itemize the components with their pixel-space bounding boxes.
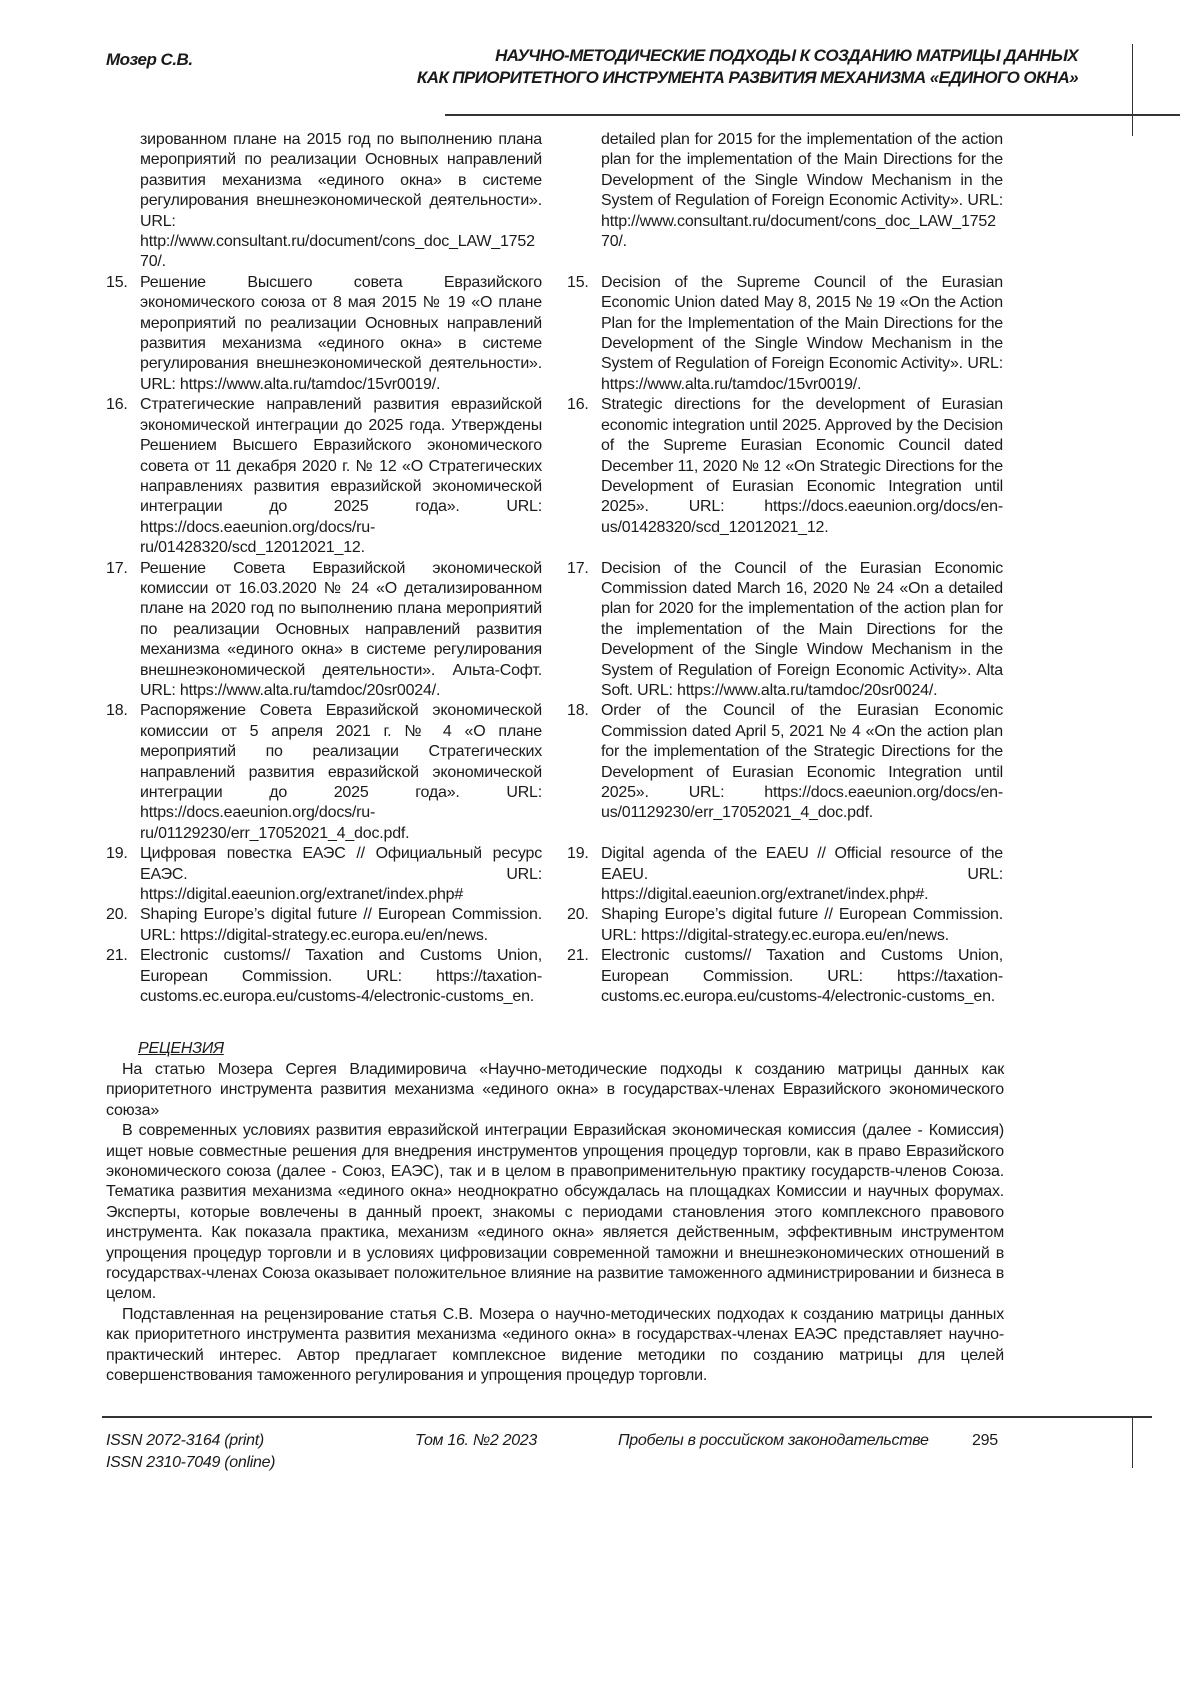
title-line-2: КАК ПРИОРИТЕТНОГО ИНСТРУМЕНТА РАЗВИТИЯ МЕХАНИЗМА «ЕДИНОГО ОКНА» bbox=[417, 67, 1078, 89]
running-head bbox=[0, 0, 1200, 130]
reference-text: Цифровая повестка ЕАЭС // Официальный ресурс ЕАЭС. URL: https://digital.eaeunion.org/extranet/index.php# bbox=[140, 844, 542, 905]
header-vertical-rule bbox=[1132, 44, 1133, 136]
reference-number: 20. bbox=[106, 905, 128, 925]
reference-item-ru bbox=[140, 559, 542, 702]
issn-online: ISSN 2310-7049 (online) bbox=[106, 1452, 275, 1474]
reference-text: Strategic directions for the development of Eurasian economic integration until 2025. Approved by the Decision of the Supreme Eurasian Economic Council dated December 11, 2020 № 12 «On Strategic Directions for the Development of Eurasian Economic Integration until 2025». URL: https://docs.eaeunion.org/docs/en-us/01428320/scd_12012021_12. bbox=[601, 395, 1003, 538]
reference-text: Shaping Europe’s digital future // European Commission. URL: https://digital-strategy.ec.europa.eu/en/news. bbox=[601, 905, 1003, 946]
reference-number: 20. bbox=[567, 905, 589, 925]
reference-text: Electronic customs// Taxation and Customs Union, European Commission. URL: https://taxation-customs.ec.europa.eu/customs-4/electronic-customs_en. bbox=[601, 946, 1003, 1007]
reference-number: 16. bbox=[567, 395, 589, 415]
reference-item-en bbox=[601, 905, 1003, 946]
running-head-title bbox=[417, 45, 1078, 89]
reference-item-en bbox=[601, 130, 1003, 273]
reference-text: Order of the Council of the Eurasian Economic Commission dated April 5, 2021 № 4 «On the action plan for the implementation of the Strategic Directions for the Development of Eurasian Economic Integration until 2025». URL: https://docs.eaeunion.org/docs/en-us/01129230/err_17052021_4_doc.pdf. bbox=[601, 701, 1003, 823]
footer-rule bbox=[102, 1416, 1152, 1418]
reference-text: Shaping Europe’s digital future // European Commission. URL: https://digital-strategy.ec.europa.eu/en/news. bbox=[140, 905, 542, 946]
reference-item-ru bbox=[140, 701, 542, 844]
reference-text: Electronic customs// Taxation and Customs Union, European Commission. URL: https://taxation-customs.ec.europa.eu/customs-4/electronic-customs_en. bbox=[140, 946, 542, 1007]
reference-item-en bbox=[601, 844, 1003, 905]
reference-number: 17. bbox=[106, 559, 128, 579]
reference-text: Стратегические направлений развития евразийской экономической интеграции до 2025 года. Утверждены Решением Высшего Евразийского экономического совета от 11 декабря 2020 г. № 12 «О Стратегических направлениях развития евразийской экономической интеграции до 2025 года». URL: https://docs.eaeunion.org/docs/ru-ru/01428320/scd_12012021_12. bbox=[140, 395, 542, 558]
reference-text: Распоряжение Совета Евразийской экономической комиссии от 5 апреля 2021 г. № 4 «О плане мероприятий по реализации Стратегических направлений развития евразийской экономической интеграции до 2025 года». URL: https://docs.eaeunion.org/docs/ru-ru/01129230/err_17052021_4_doc.pdf. bbox=[140, 701, 542, 844]
footer bbox=[0, 1416, 1200, 1526]
reference-number: 18. bbox=[567, 701, 589, 721]
reference-item-en bbox=[601, 559, 1003, 702]
reference-text: зированном плане на 2015 год по выполнению плана мероприятий по реализации Основных направлений развития механизма «единого окна» в системе регулирования внешнеэкономической деятельности». URL: http://www.consultant.ru/document/cons_doc_LAW_175270/. bbox=[140, 130, 542, 273]
reference-text: Решение Совета Евразийской экономической комиссии от 16.03.2020 № 24 «О детализированном плане на 2020 год по выполнению плана мероприятий по реализации Основных направлений развития механизма «единого окна» в системе регулирования внешнеэкономической деятельности». Альта-Софт. URL: https://www.alta.ru/tamdoc/20sr0024/. bbox=[140, 559, 542, 702]
review-paragraph: На статью Мозера Сергея Владимировича «Научно-методические подходы к созданию матрицы данных как приоритетного инструмента развития механизма «единого окна» в государствах-членах Евразийского экономического союза» bbox=[106, 1060, 1004, 1121]
running-head-author: Мозер С.В. bbox=[106, 50, 193, 70]
reference-text: Решение Высшего совета Евразийского экономического союза от 8 мая 2015 № 19 «О плане мероприятий по реализации Основных направлений развития механизма «единого окна» в системе регулирования внешнеэкономической деятельности». URL: https://www.alta.ru/tamdoc/15vr0019/. bbox=[140, 273, 542, 395]
footer-volume: Том 16. №2 2023 bbox=[415, 1430, 537, 1452]
reference-text: Decision of the Council of the Eurasian Economic Commission dated March 16, 2020 № 24 «On a detailed plan for 2020 for the implementation of the action plan for the implementation of the Main Directions for the Development of the Single Window Mechanism in the System of Regulation of Foreign Economic Activity». Alta Soft. URL: https://www.alta.ru/tamdoc/20sr0024/. bbox=[601, 559, 1003, 702]
reference-number: 15. bbox=[106, 273, 128, 293]
reference-item-en bbox=[601, 701, 1003, 844]
reference-text: Digital agenda of the EAEU // Official resource of the EAEU. URL: https://digital.eaeunion.org/extranet/index.php#. bbox=[601, 844, 1003, 905]
review-paragraph: В современных условиях развития евразийской интеграции Евразийская экономическая комиссия (далее - Комиссия) ищет новые совместные решения для внедрения инструментов упрощения процедур торговли, как в право Евразийского экономического союза (далее - Союз, ЕАЭС), так и в целом в правоприменительную практику государств-членов Союза. Тематика развития механизма «единого окна» неоднократно обсуждалась на площадках Комиссии и научных форумах. Эксперты, которые вовлечены в данный проект, знакомы с периодами становления этого комплексного правового инструмента. Как показала практика, механизм «единого окна» является действенным, эффективным инструментом упрощения процедур торговли и в условиях цифровизации современной таможни и внешнеэкономических отношений в государствах-членах Союза оказывает положительное влияние на развитие таможенного администрировании и бизнеса в целом. bbox=[106, 1121, 1004, 1305]
review-paragraph: Подставленная на рецензирование статья С.В. Мозера о научно-методических подходах к созданию матрицы данных как приоритетного инструмента развития механизма «единого окна» в государствах-членах ЕАЭС представляет научно-практический интерес. Автор предлагает комплексное видение методики по созданию матрицы для целей совершенствования таможенного регулирования и упрощения процедур торговли. bbox=[106, 1305, 1004, 1387]
issn-print: ISSN 2072-3164 (print) bbox=[106, 1430, 275, 1452]
reference-item-en bbox=[601, 395, 1003, 558]
footer-vertical-rule bbox=[1132, 1416, 1133, 1468]
footer-journal: Пробелы в российском законодательстве bbox=[618, 1430, 929, 1452]
title-line-1: НАУЧНО-МЕТОДИЧЕСКИЕ ПОДХОДЫ К СОЗДАНИЮ МАТРИЦЫ ДАННЫХ bbox=[417, 45, 1078, 67]
reference-number: 19. bbox=[567, 844, 589, 864]
reference-number: 18. bbox=[106, 701, 128, 721]
review-section bbox=[106, 1039, 1004, 1386]
reference-text: detailed plan for 2015 for the implementation of the action plan for the implementation of the Main Directions for the Development of the Single Window Mechanism in the System of Regulation of Foreign Economic Activity». URL: http://www.consultant.ru/document/cons_doc_LAW_175270/. bbox=[601, 130, 1003, 252]
reference-number: 16. bbox=[106, 395, 128, 415]
header-rule bbox=[445, 114, 1180, 116]
reference-number: 19. bbox=[106, 844, 128, 864]
reference-number: 15. bbox=[567, 273, 589, 293]
references bbox=[140, 130, 1200, 1007]
review-heading: РЕЦЕНЗИЯ bbox=[138, 1039, 1004, 1059]
reference-number: 21. bbox=[567, 946, 589, 966]
reference-item-ru bbox=[140, 395, 542, 558]
reference-item-ru bbox=[140, 905, 542, 946]
reference-item-en bbox=[601, 273, 1003, 395]
page-number: 295 bbox=[972, 1430, 998, 1452]
reference-text: Decision of the Supreme Council of the Eurasian Economic Union dated May 8, 2015 № 19 «On the Action Plan for the Implementation of the Main Directions for the Development of the Single Window Mechanism in the System of Regulation of Foreign Economic Activity». URL: https://www.alta.ru/tamdoc/15vr0019/. bbox=[601, 273, 1003, 395]
reference-number: 17. bbox=[567, 559, 589, 579]
reference-number: 21. bbox=[106, 946, 128, 966]
reference-item-ru bbox=[140, 273, 542, 395]
reference-item-en bbox=[601, 946, 1003, 1007]
footer-issn bbox=[106, 1430, 275, 1474]
reference-item-ru bbox=[140, 130, 542, 273]
reference-item-ru bbox=[140, 946, 542, 1007]
page bbox=[0, 0, 1200, 1526]
reference-item-ru bbox=[140, 844, 542, 905]
